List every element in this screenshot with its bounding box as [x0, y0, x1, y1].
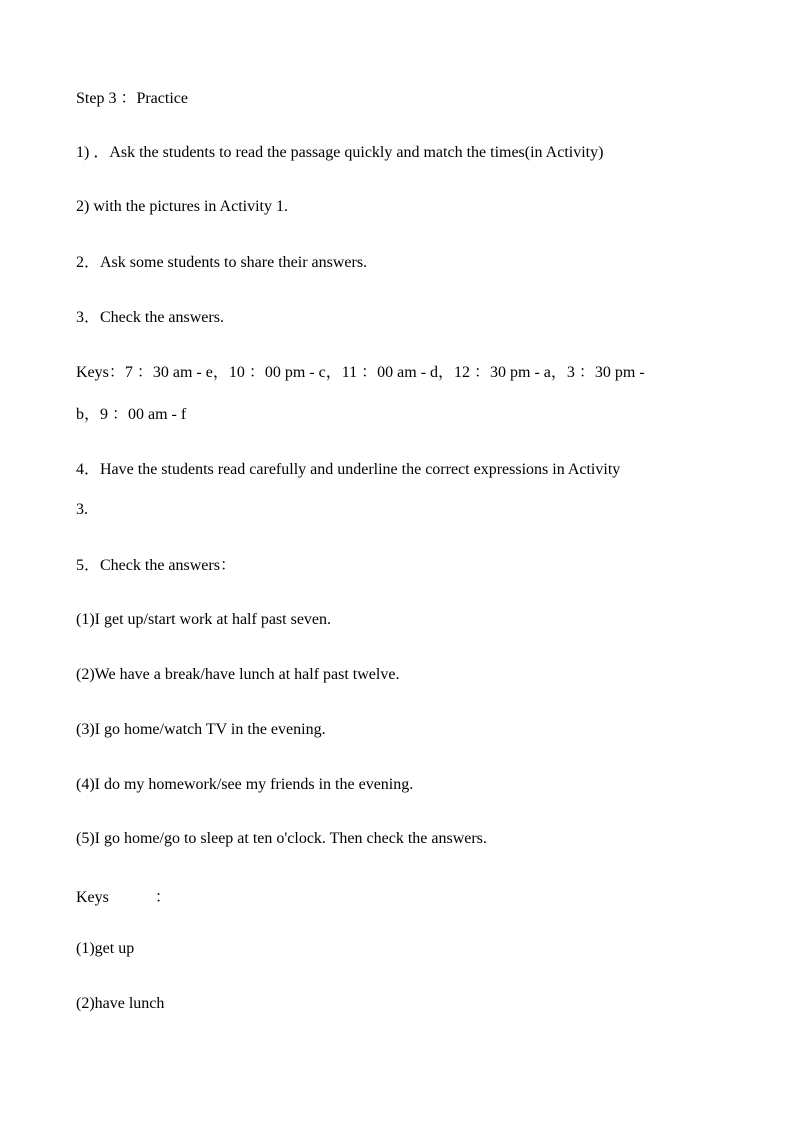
instruction-3: 3．Check the answers.: [76, 309, 224, 326]
instruction-1-line-2: 2) with the pictures in Activity 1.: [76, 198, 288, 215]
answer-item: (5)I go home/go to sleep at ten o'clock. Then check the answers.: [76, 830, 487, 847]
instruction-4-line-1: 4．Have the students read carefully and underline the correct expressions in Activity: [76, 461, 621, 478]
key-answer-item: (2)have lunch: [76, 995, 165, 1012]
keys-label: Keys: [76, 889, 109, 906]
instruction-2: 2．Ask some students to share their answers.: [76, 254, 368, 271]
keys-line-1: Keys：7 ：30 am - e，10 ：00 pm - c，11 ：00 am - d，12 ：30 pm - a，3 ：30 pm -: [76, 364, 645, 381]
answer-item: (3)I go home/watch TV in the evening.: [76, 721, 326, 738]
answer-item: (4)I do my homework/see my friends in the evening.: [76, 776, 414, 793]
answer-item: (1)I get up/start work at half past seven.: [76, 611, 332, 628]
keys-line-2: b，9 ：00 am - f: [76, 406, 187, 423]
answer-item: (2)We have a break/have lunch at half past twelve.: [76, 666, 400, 683]
instruction-4-line-2: 3.: [76, 501, 88, 518]
instruction-5: 5．Check the answers：: [76, 557, 236, 574]
key-answer-item: (1)get up: [76, 940, 135, 957]
keys-heading: [76, 888, 171, 908]
instruction-1-line-1: 1) ．Ask the students to read the passage quickly and match the times(in Activity): [76, 144, 604, 161]
step-heading: Step 3 ：Practice: [76, 90, 188, 107]
keys-colon: ：: [154, 889, 171, 906]
